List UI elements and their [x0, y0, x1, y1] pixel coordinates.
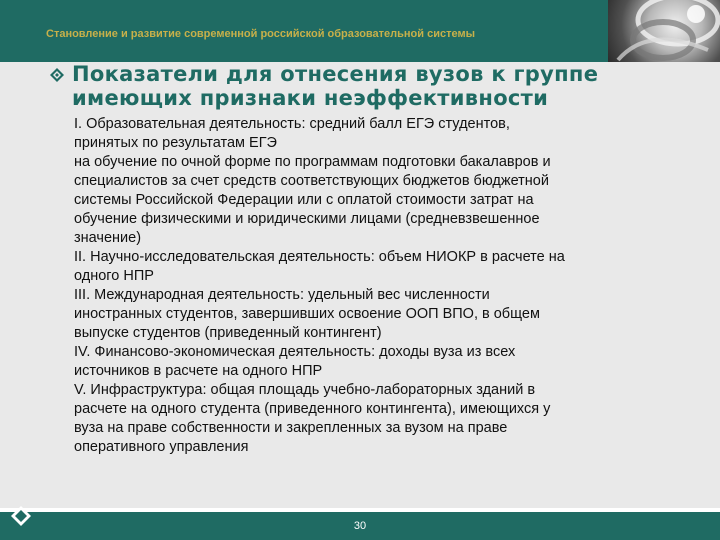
- body-line: расчете на одного студента (приведенного контингента), имеющихся у: [74, 401, 551, 417]
- diamond-logo-icon: [10, 505, 32, 527]
- heading-line-1: Показатели для отнесения вузов к группе: [72, 62, 599, 86]
- body-line: оперативного управления: [74, 439, 249, 455]
- body-line: IV. Финансово-экономическая деятельность: доходы вуза из всех: [74, 344, 516, 360]
- body-line: специалистов за счет средств соответствующих бюджетов бюджетной: [74, 173, 549, 189]
- slide-header: [0, 0, 720, 62]
- body-line: обучение физическими и юридическими лицами (средневзвешенное: [74, 211, 540, 227]
- body-line: вуза на праве собственности и закрепленных за вузом на праве: [74, 420, 508, 436]
- body-line: иностранных студентов, завершивших освоение ООП ВПО, в общем: [74, 306, 540, 322]
- body-line: V. Инфраструктура: общая площадь учебно-лабораторных зданий в: [74, 382, 536, 398]
- body-line: II. Научно-исследовательская деятельность: объем НИОКР в расчете на: [74, 249, 565, 265]
- body-line: на обучение по очной форме по программам подготовки бакалавров и: [74, 154, 551, 170]
- body-line: принятых по результатам ЕГЭ: [74, 135, 277, 151]
- page-number: 30: [353, 520, 367, 532]
- heading-line-2: имеющих признаки неэффективности: [72, 86, 549, 110]
- body-line: значение): [74, 230, 142, 246]
- slide-heading: [72, 62, 712, 110]
- body-line: III. Международная деятельность: удельный вес численности: [74, 287, 490, 303]
- body-line: одного НПР: [74, 268, 154, 284]
- slide-body-text: [74, 115, 704, 457]
- body-line: системы Российской Федерации или с оплатой стоимости затрат на: [74, 192, 534, 208]
- body-line: источников в расчете на одного НПР: [74, 363, 323, 379]
- header-decoration-image: [608, 0, 720, 62]
- diamond-bullet-icon: [49, 67, 65, 83]
- body-line: выпуске студентов (приведенный контингент): [74, 325, 382, 341]
- body-line: I. Образовательная деятельность: средний балл ЕГЭ студентов,: [74, 116, 510, 132]
- header-title: Становление и развитие современной российской образовательной системы: [46, 28, 475, 40]
